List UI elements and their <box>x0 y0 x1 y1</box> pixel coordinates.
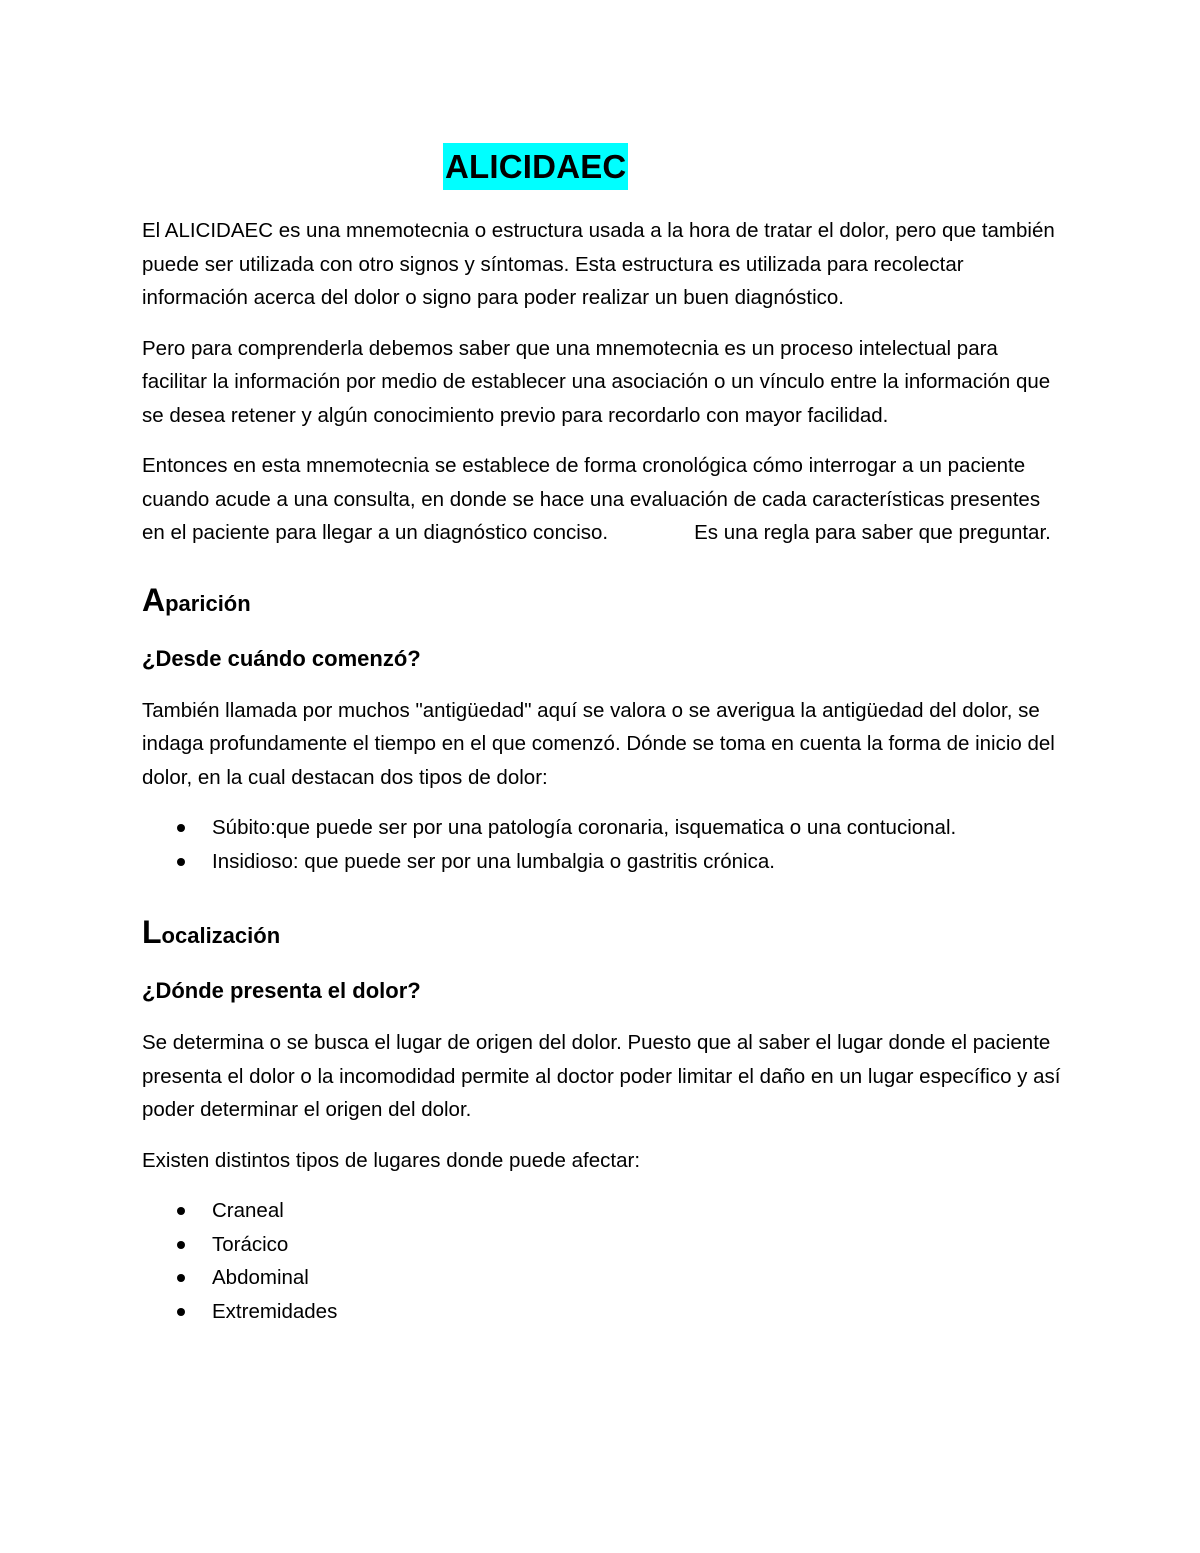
intro-paragraph-3-main: Entonces en esta mnemotecnia se establece de forma cronológica cómo interrogar a un paciente cuando acude a una consulta, en donde se hace una evaluación de cada características presentes en el paciente para llegar a un diagnóstico conciso. <box>142 454 1041 544</box>
list-item: Torácico <box>142 1228 1062 1262</box>
section-paragraph-aparicion: También llamada por muchos "antigüedad" aquí se valora o se averigua la antigüedad del dolor, se indaga profundamente el tiempo en el que comenzó. Dónde se toma en cuenta la forma de inicio del dolor, en la cual destacan dos tipos de dolor: <box>142 698 1055 789</box>
title-block <box>443 143 628 190</box>
list-item: Súbito:que puede ser por una patología coronaria, isquematica o una contucional. <box>142 811 1062 845</box>
bullet-list-aparicion <box>142 811 1062 878</box>
list-item: Insidioso: que puede ser por una lumbalgia o gastritis crónica. <box>142 845 1062 879</box>
section-heading-rest: parición <box>165 590 251 616</box>
section-heading-localizacion <box>142 912 1062 956</box>
section-heading-initial: A <box>142 581 166 618</box>
section-paragraph-localizacion: Se determina o se busca el lugar de origen del dolor. Puesto que al saber el lugar donde el paciente presenta el dolor o la incomodidad permite al doctor poder limitar el daño en un lugar específico y así poder determinar el origen del dolor. <box>142 1031 1061 1121</box>
section-question-aparicion: ¿Desde cuándo comenzó? <box>142 645 421 671</box>
bullet-list-localizacion <box>142 1194 1062 1328</box>
intro-paragraph-1: El ALICIDAEC es una mnemotecnia o estructura usada a la hora de tratar el dolor, pero que también puede ser utilizada con otro signos y síntomas. Esta estructura es utilizada para recolectar información acerca del dolor o signo para poder realizar un buen diagnóstico. <box>142 219 1055 309</box>
list-item: Extremidades <box>142 1295 1062 1329</box>
intro-paragraph-3 <box>142 449 1062 550</box>
section-heading-aparicion <box>142 580 1062 624</box>
section-question-localizacion: ¿Dónde presenta el dolor? <box>142 978 421 1003</box>
list-item: Craneal <box>142 1194 1062 1228</box>
document-body <box>142 214 1062 1328</box>
intro-paragraph-3-rule: Es una regla para saber que preguntar. <box>694 521 1051 544</box>
list-item: Abdominal <box>142 1261 1062 1295</box>
section-heading-rest: ocalización <box>161 923 281 948</box>
section-paragraph-localizacion-2: Existen distintos tipos de lugares donde puede afectar: <box>142 1148 641 1172</box>
intro-paragraph-2: Pero para comprenderla debemos saber que una mnemotecnia es un proceso intelectual para facilitar la información por medio de establecer una asociación o un vínculo entre la información que se desea retener y algún conocimiento previo para recordarlo con mayor facilidad. <box>142 336 1051 427</box>
document-title: ALICIDAEC <box>443 143 628 190</box>
section-heading-initial: L <box>142 914 162 950</box>
